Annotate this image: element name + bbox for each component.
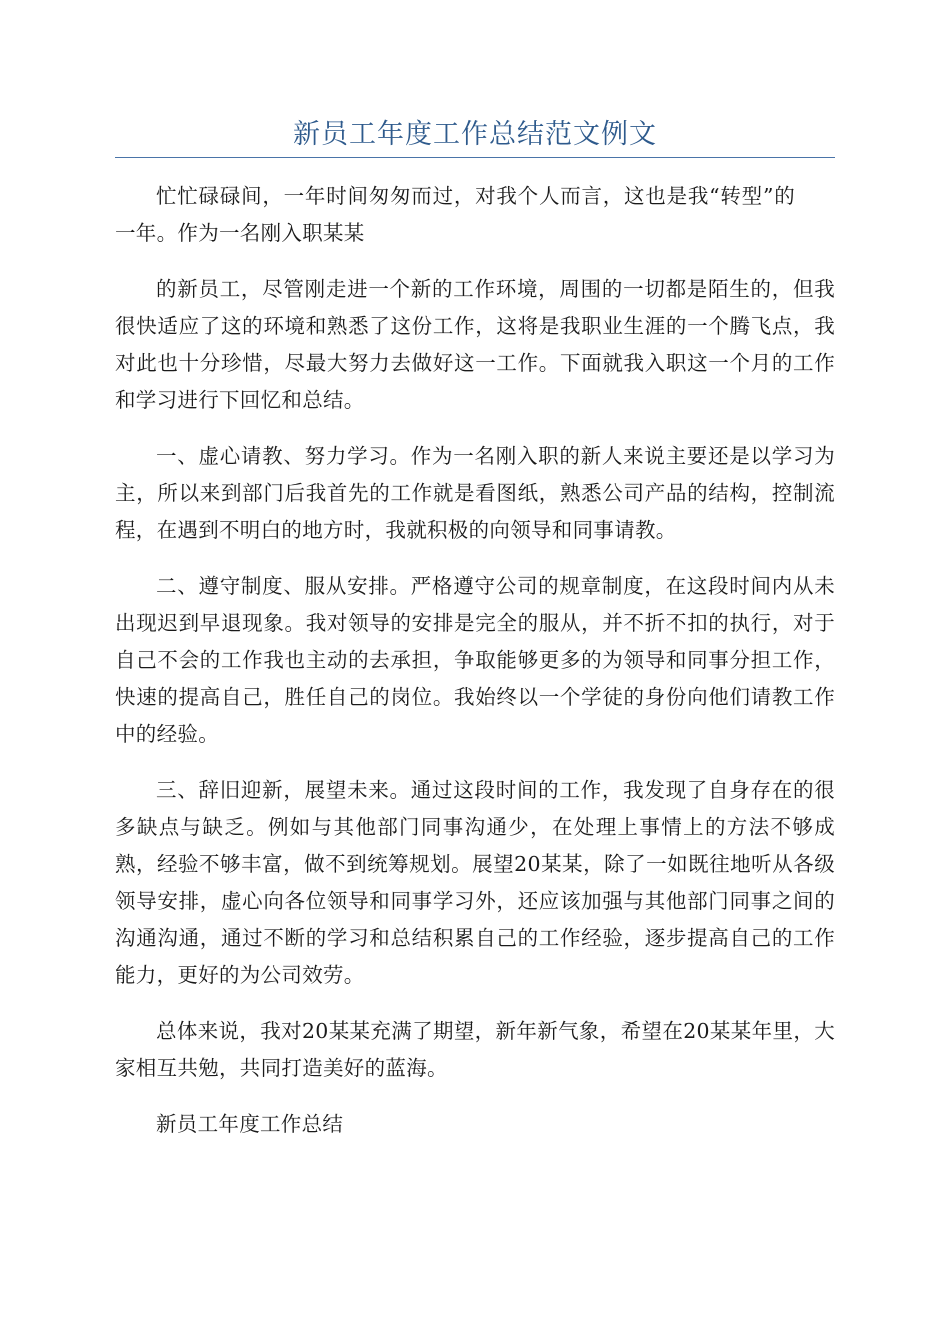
paragraph-intro: 忙忙碌碌间，一年时间匆匆而过，对我个人而言，这也是我“转型”的一年。作为一名刚入职某某 bbox=[115, 184, 795, 245]
paragraph-section-two: 二、遵守制度、服从安排。严格遵守公司的规章制度，在这段时间内从未出现迟到早退现象。我对领导的安排是完全的服从，并不折不扣的执行，对于自己不会的工作我也主动的去承担，争取能够更多的为领导和同事分担工作，快速的提高自己，胜任自己的岗位。我始终以一个学徒的身份向他们请教工作中的经验。 bbox=[115, 574, 835, 746]
paragraph-summary: 总体来说，我对20某某充满了期望，新年新气象，希望在20某某年里，大家相互共勉，共同打造美好的蓝海。 bbox=[115, 1019, 835, 1080]
title-underline bbox=[115, 157, 835, 158]
paragraph-next-heading: 新员工年度工作总结 bbox=[156, 1112, 344, 1136]
document-body bbox=[115, 178, 835, 1143]
document-page bbox=[115, 0, 835, 1162]
paragraph-new-employee: 的新员工，尽管刚走进一个新的工作环境，周围的一切都是陌生的，但我很快适应了这的环境和熟悉了这份工作，这将是我职业生涯的一个腾飞点，我对此也十分珍惜，尽最大努力去做好这一工作。下面就我入职这一个月的工作和学习进行下回忆和总结。 bbox=[115, 277, 835, 412]
paragraph-section-one: 一、虚心请教、努力学习。作为一名刚入职的新人来说主要还是以学习为主，所以来到部门后我首先的工作就是看图纸，熟悉公司产品的结构，控制流程，在遇到不明白的地方时，我就积极的向领导和同事请教。 bbox=[115, 444, 835, 542]
paragraph-section-three: 三、辞旧迎新，展望未来。通过这段时间的工作，我发现了自身存在的很多缺点与缺乏。例如与其他部门同事沟通少，在处理上事情上的方法不够成熟，经验不够丰富，做不到统筹规划。展望20某某，除了一如既往地听从各级领导安排，虚心向各位领导和同事学习外，还应该加强与其他部门同事之间的沟通沟通，通过不断的学习和总结积累自己的工作经验，逐步提高自己的工作能力，更好的为公司效劳。 bbox=[115, 778, 835, 987]
document-title: 新员工年度工作总结范文例文 bbox=[293, 119, 657, 150]
